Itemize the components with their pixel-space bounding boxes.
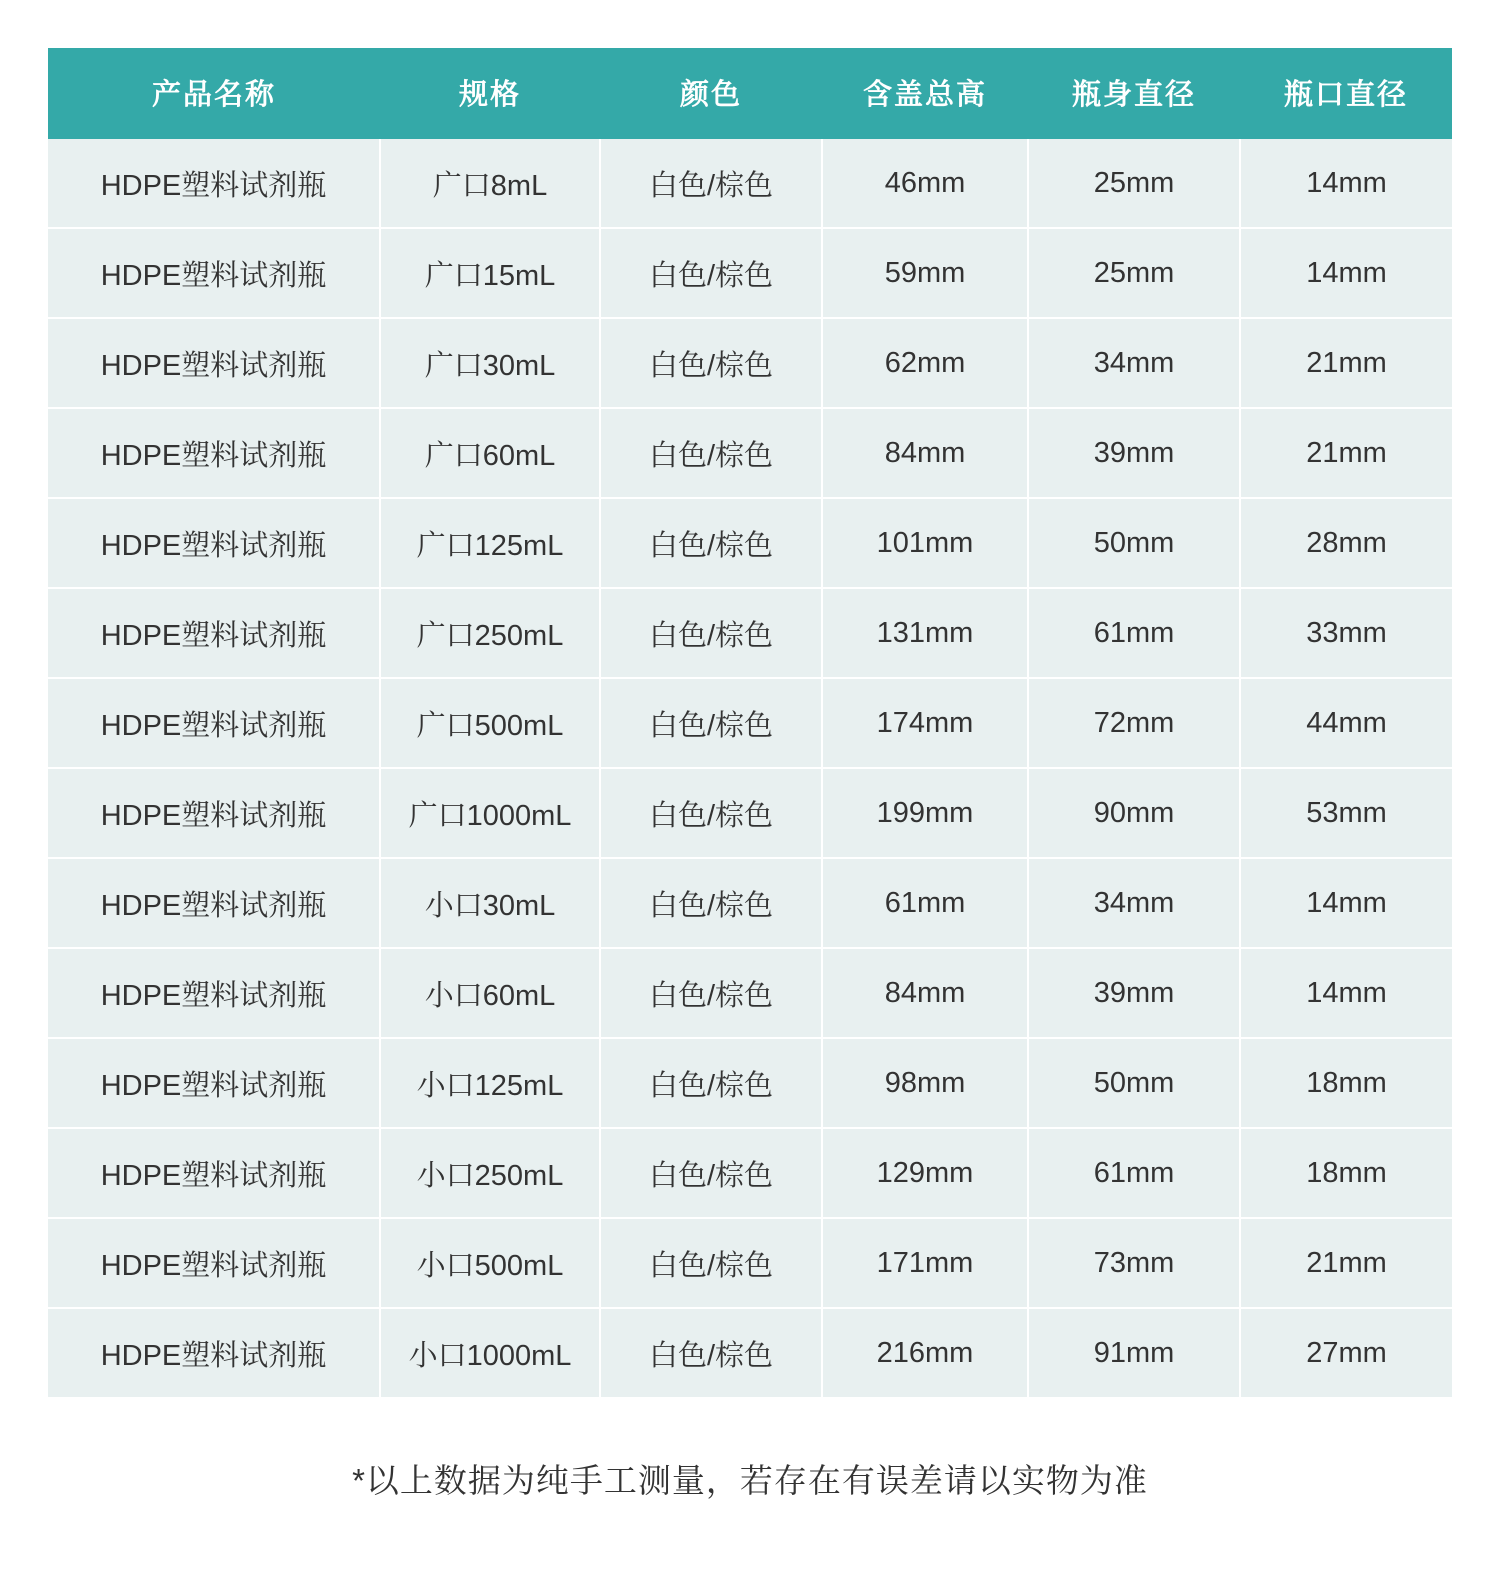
- cell-product-name: HDPE塑料试剂瓶: [48, 1308, 380, 1397]
- cell-color: 白色/棕色: [600, 1128, 822, 1218]
- cell-spec: 广口250mL: [380, 588, 600, 678]
- cell-mouth-diameter: 14mm: [1240, 139, 1452, 228]
- cell-spec: 广口30mL: [380, 318, 600, 408]
- table-row: [48, 858, 1452, 948]
- cell-color: 白色/棕色: [600, 948, 822, 1038]
- cell-body-diameter: 90mm: [1028, 768, 1240, 858]
- cell-total-height: 101mm: [822, 498, 1028, 588]
- column-header-product-name: 产品名称: [48, 48, 380, 139]
- cell-body-diameter: 34mm: [1028, 318, 1240, 408]
- table-row: [48, 408, 1452, 498]
- cell-color: 白色/棕色: [600, 228, 822, 318]
- column-header-color: 颜色: [600, 48, 822, 139]
- cell-product-name: HDPE塑料试剂瓶: [48, 588, 380, 678]
- cell-mouth-diameter: 33mm: [1240, 588, 1452, 678]
- cell-color: 白色/棕色: [600, 1308, 822, 1397]
- column-header-spec: 规格: [380, 48, 600, 139]
- cell-total-height: 131mm: [822, 588, 1028, 678]
- cell-total-height: 84mm: [822, 408, 1028, 498]
- cell-product-name: HDPE塑料试剂瓶: [48, 498, 380, 588]
- cell-product-name: HDPE塑料试剂瓶: [48, 1128, 380, 1218]
- cell-total-height: 84mm: [822, 948, 1028, 1038]
- cell-mouth-diameter: 53mm: [1240, 768, 1452, 858]
- product-spec-table: [48, 48, 1452, 1397]
- column-header-mouth-diameter: 瓶口直径: [1240, 48, 1452, 139]
- cell-body-diameter: 25mm: [1028, 228, 1240, 318]
- table-row: [48, 318, 1452, 408]
- cell-product-name: HDPE塑料试剂瓶: [48, 1218, 380, 1308]
- table-header: [48, 48, 1452, 139]
- cell-spec: 广口1000mL: [380, 768, 600, 858]
- cell-spec: 小口125mL: [380, 1038, 600, 1128]
- cell-mouth-diameter: 28mm: [1240, 498, 1452, 588]
- table-row: [48, 678, 1452, 768]
- cell-spec: 小口250mL: [380, 1128, 600, 1218]
- table-row: [48, 1218, 1452, 1308]
- cell-product-name: HDPE塑料试剂瓶: [48, 948, 380, 1038]
- cell-spec: 小口1000mL: [380, 1308, 600, 1397]
- cell-spec: 广口500mL: [380, 678, 600, 768]
- cell-body-diameter: 50mm: [1028, 1038, 1240, 1128]
- table-row: [48, 139, 1452, 228]
- cell-total-height: 98mm: [822, 1038, 1028, 1128]
- table-row: [48, 228, 1452, 318]
- cell-body-diameter: 91mm: [1028, 1308, 1240, 1397]
- cell-color: 白色/棕色: [600, 858, 822, 948]
- cell-color: 白色/棕色: [600, 1038, 822, 1128]
- cell-total-height: 129mm: [822, 1128, 1028, 1218]
- cell-color: 白色/棕色: [600, 318, 822, 408]
- measurement-disclaimer: *以上数据为纯手工测量，若存在有误差请以实物为准: [352, 1462, 1148, 1499]
- cell-body-diameter: 25mm: [1028, 139, 1240, 228]
- cell-product-name: HDPE塑料试剂瓶: [48, 678, 380, 768]
- cell-body-diameter: 61mm: [1028, 1128, 1240, 1218]
- cell-mouth-diameter: 18mm: [1240, 1038, 1452, 1128]
- cell-color: 白色/棕色: [600, 768, 822, 858]
- cell-total-height: 62mm: [822, 318, 1028, 408]
- cell-mouth-diameter: 14mm: [1240, 858, 1452, 948]
- cell-color: 白色/棕色: [600, 498, 822, 588]
- cell-spec: 广口15mL: [380, 228, 600, 318]
- cell-body-diameter: 72mm: [1028, 678, 1240, 768]
- cell-total-height: 171mm: [822, 1218, 1028, 1308]
- cell-color: 白色/棕色: [600, 139, 822, 228]
- cell-mouth-diameter: 14mm: [1240, 228, 1452, 318]
- cell-total-height: 199mm: [822, 768, 1028, 858]
- cell-product-name: HDPE塑料试剂瓶: [48, 318, 380, 408]
- cell-spec: 广口60mL: [380, 408, 600, 498]
- cell-product-name: HDPE塑料试剂瓶: [48, 139, 380, 228]
- table-body: [48, 139, 1452, 1397]
- cell-spec: 广口125mL: [380, 498, 600, 588]
- column-header-body-diameter: 瓶身直径: [1028, 48, 1240, 139]
- cell-mouth-diameter: 21mm: [1240, 1218, 1452, 1308]
- cell-body-diameter: 39mm: [1028, 408, 1240, 498]
- table-row: [48, 768, 1452, 858]
- cell-body-diameter: 34mm: [1028, 858, 1240, 948]
- cell-spec: 广口8mL: [380, 139, 600, 228]
- cell-product-name: HDPE塑料试剂瓶: [48, 768, 380, 858]
- cell-body-diameter: 50mm: [1028, 498, 1240, 588]
- cell-spec: 小口60mL: [380, 948, 600, 1038]
- cell-total-height: 174mm: [822, 678, 1028, 768]
- table-row: [48, 1308, 1452, 1397]
- cell-mouth-diameter: 18mm: [1240, 1128, 1452, 1218]
- cell-total-height: 46mm: [822, 139, 1028, 228]
- table-row: [48, 1038, 1452, 1128]
- cell-mouth-diameter: 14mm: [1240, 948, 1452, 1038]
- table-row: [48, 1128, 1452, 1218]
- cell-total-height: 59mm: [822, 228, 1028, 318]
- cell-body-diameter: 61mm: [1028, 588, 1240, 678]
- table-row: [48, 498, 1452, 588]
- cell-spec: 小口500mL: [380, 1218, 600, 1308]
- cell-product-name: HDPE塑料试剂瓶: [48, 858, 380, 948]
- table-row: [48, 948, 1452, 1038]
- cell-mouth-diameter: 21mm: [1240, 408, 1452, 498]
- column-header-total-height: 含盖总高: [822, 48, 1028, 139]
- table-row: [48, 588, 1452, 678]
- cell-color: 白色/棕色: [600, 588, 822, 678]
- cell-mouth-diameter: 44mm: [1240, 678, 1452, 768]
- cell-body-diameter: 39mm: [1028, 948, 1240, 1038]
- cell-total-height: 61mm: [822, 858, 1028, 948]
- cell-mouth-diameter: 27mm: [1240, 1308, 1452, 1397]
- cell-body-diameter: 73mm: [1028, 1218, 1240, 1308]
- cell-product-name: HDPE塑料试剂瓶: [48, 228, 380, 318]
- cell-product-name: HDPE塑料试剂瓶: [48, 1038, 380, 1128]
- cell-color: 白色/棕色: [600, 678, 822, 768]
- cell-spec: 小口30mL: [380, 858, 600, 948]
- cell-mouth-diameter: 21mm: [1240, 318, 1452, 408]
- cell-total-height: 216mm: [822, 1308, 1028, 1397]
- cell-product-name: HDPE塑料试剂瓶: [48, 408, 380, 498]
- table-header-row: [48, 48, 1452, 139]
- cell-color: 白色/棕色: [600, 408, 822, 498]
- cell-color: 白色/棕色: [600, 1218, 822, 1308]
